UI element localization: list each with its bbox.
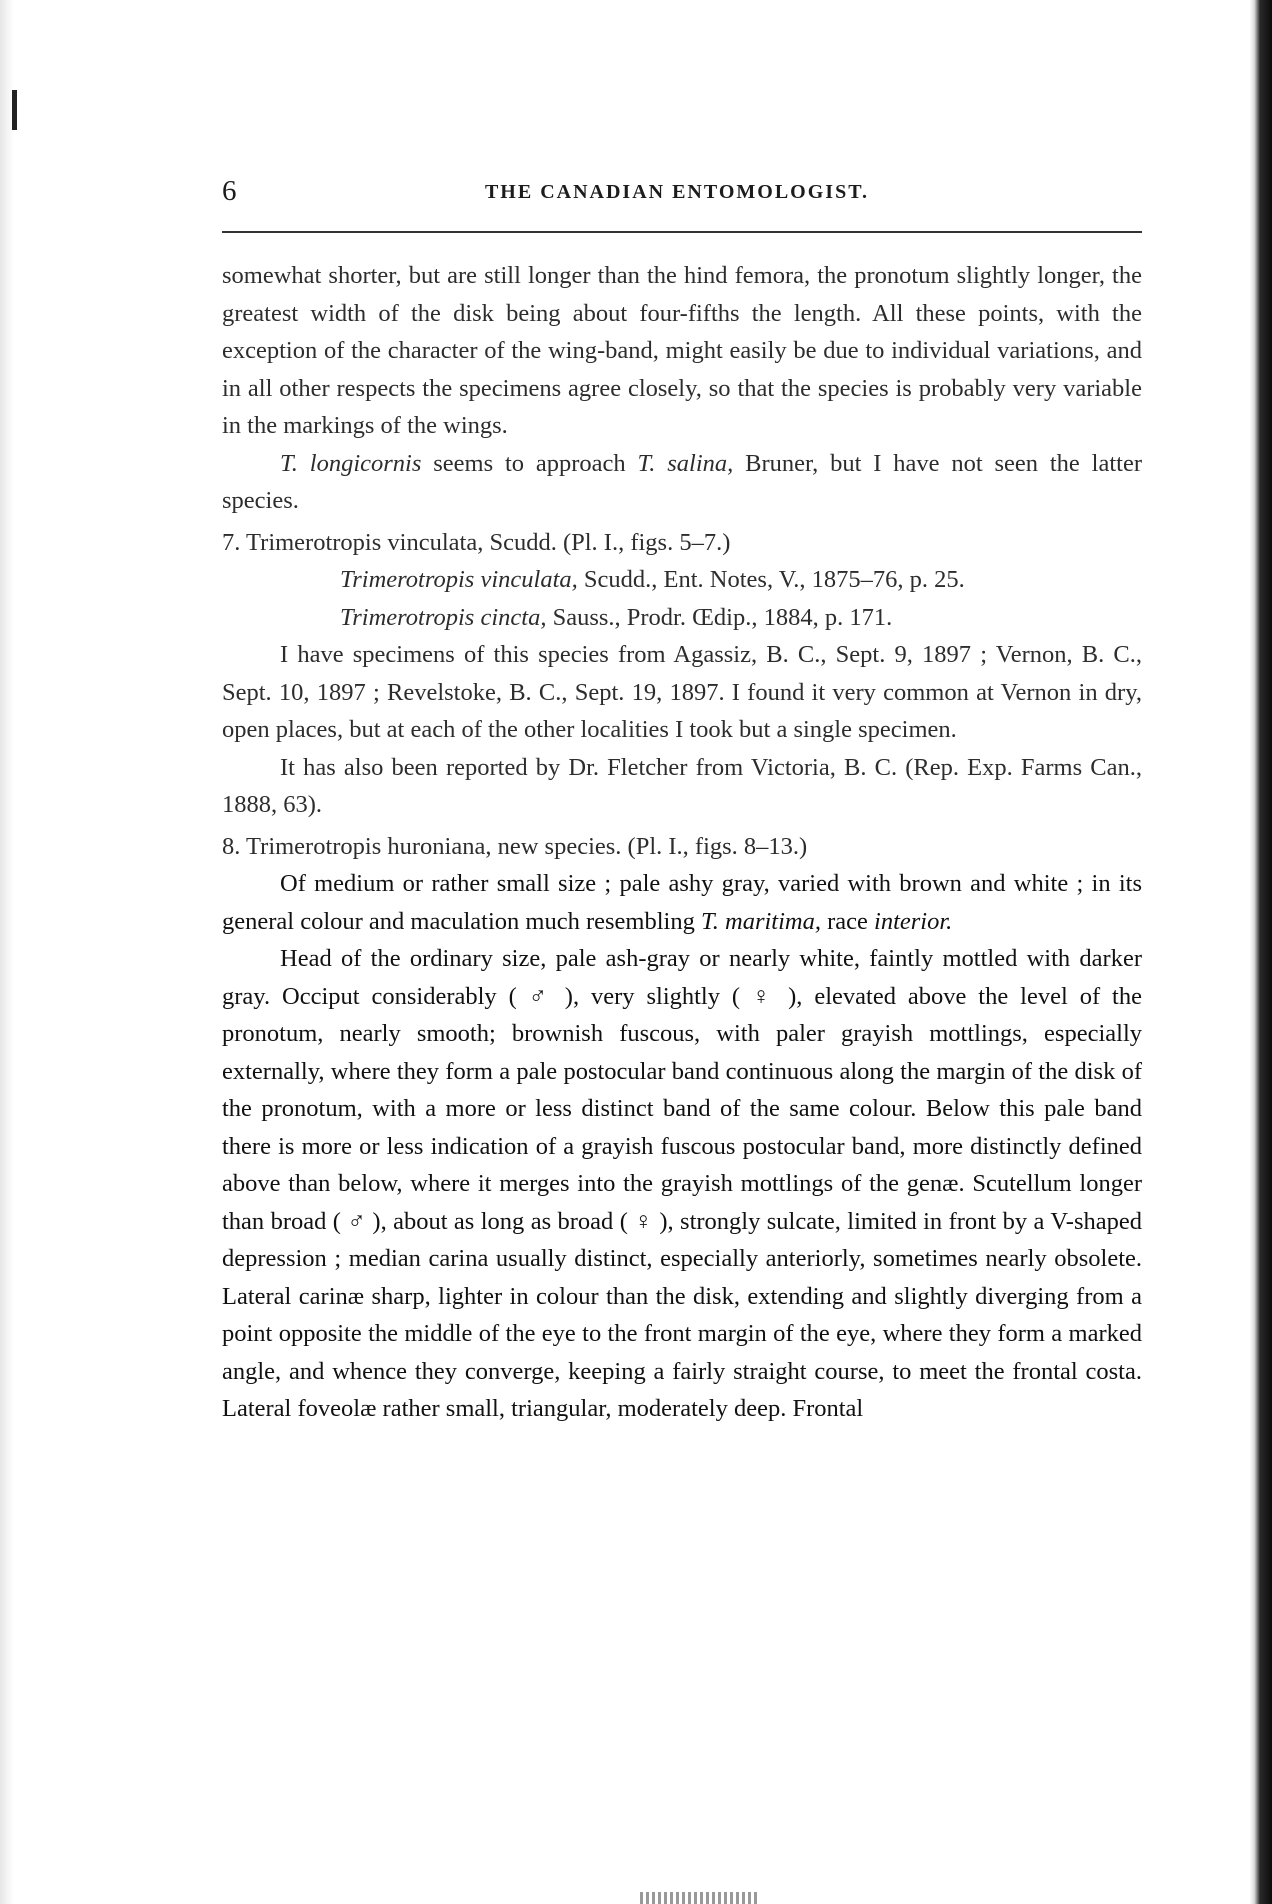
synonym-line: [222, 561, 1142, 599]
running-title: THE CANADIAN ENTOMOLOGIST.: [484, 181, 870, 203]
paragraph: [222, 865, 1142, 940]
page-right-edge: [1250, 0, 1272, 1904]
page-header: [212, 175, 1142, 219]
race-name: interior.: [874, 907, 953, 935]
page-number: 6: [222, 175, 237, 207]
synonym-citation: Scudd., Ent. Notes, V., 1875–76, p. 25.: [577, 566, 965, 593]
text-run: race: [820, 907, 875, 935]
binding-mark: [12, 90, 17, 130]
species-name: T. longicornis: [280, 449, 422, 477]
synonym-line: [222, 599, 1142, 637]
text-run: seems to approach: [421, 449, 638, 477]
paragraph: Head of the ordinary size, pale ash-gray or nearly white, faintly mottled with darker gray. Occiput considerably ( ♂ ), very slightly ( ♀ ), elevated above the level of the pronotum, nearly smooth; brownish fuscous, with paler grayish mottlings, especially externally, where they form a pale postocular band continuous along the margin of the disk of the pronotum, with a more or less distinct band of the same colour. Below this pale band there is more or less indication of a grayish fuscous postocular band, more distinctly defined above than below, where it merges into the grayish mottlings of the genæ. Scutellum longer than broad ( ♂ ), about as long as broad ( ♀ ), strongly sulcate, limited in front by a V-shaped depression ; median carina usually distinct, especially anteriorly, sometimes nearly obsolete. Lateral carinæ sharp, lighter in colour than the disk, extending and slightly diverging from a point opposite the middle of the eye to the front margin of the eye, where they form a marked angle, and whence they converge, keeping a fairly straight course, to meet the frontal costa. Lateral foveolæ rather small, triangular, moderately deep. Frontal: [222, 945, 1142, 1422]
synonym-name: Trimerotropis cincta,: [340, 603, 547, 631]
article-body: [212, 257, 1142, 1428]
page-content: [212, 175, 1142, 1428]
text-run: Of medium or rather small size ; pale ashy gray, varied with brown and white ; in its general colour and maculation much resembling: [222, 870, 1142, 935]
paragraph: [222, 445, 1142, 520]
species-heading: 7. Trimerotropis vinculata, Scudd. (Pl. I., figs. 5–7.): [222, 528, 731, 556]
page-left-edge: [0, 0, 14, 1904]
species-heading: 8. Trimerotropis huroniana, new species. (Pl. I., figs. 8–13.): [222, 832, 808, 860]
text-run: Bruner, but I have not seen the latter species.: [222, 449, 1142, 514]
synonym-name: Trimerotropis vinculata,: [340, 566, 578, 593]
paragraph: It has also been reported by Dr. Fletcher from Victoria, B. C. (Rep. Exp. Farms Can., 1888, 63).: [222, 753, 1142, 818]
species-name: T. maritima,: [700, 907, 821, 935]
synonym-citation: Sauss., Prodr. Œdip., 1884, p. 171.: [546, 603, 893, 631]
paragraph: I have specimens of this species from Agassiz, B. C., Sept. 9, 1897 ; Vernon, B. C., Sept. 10, 1897 ; Revelstoke, B. C., Sept. 19, 1897. I found it very common at Vernon in dry, open places, but at each of the other localities I took but a single specimen.: [222, 641, 1142, 743]
paragraph: somewhat shorter, but are still longer than the hind femora, the pronotum slightly longer, the greatest width of the disk being about four-fifths the length. All these points, with the exception of the character of the wing-band, might easily be due to individual variations, and in all other respects the specimens agree closely, so that the species is probably very variable in the markings of the wings.: [222, 262, 1142, 439]
species-name: T. salina,: [637, 449, 734, 477]
scan-artifact: [640, 1892, 760, 1904]
header-rule: [222, 231, 1142, 233]
